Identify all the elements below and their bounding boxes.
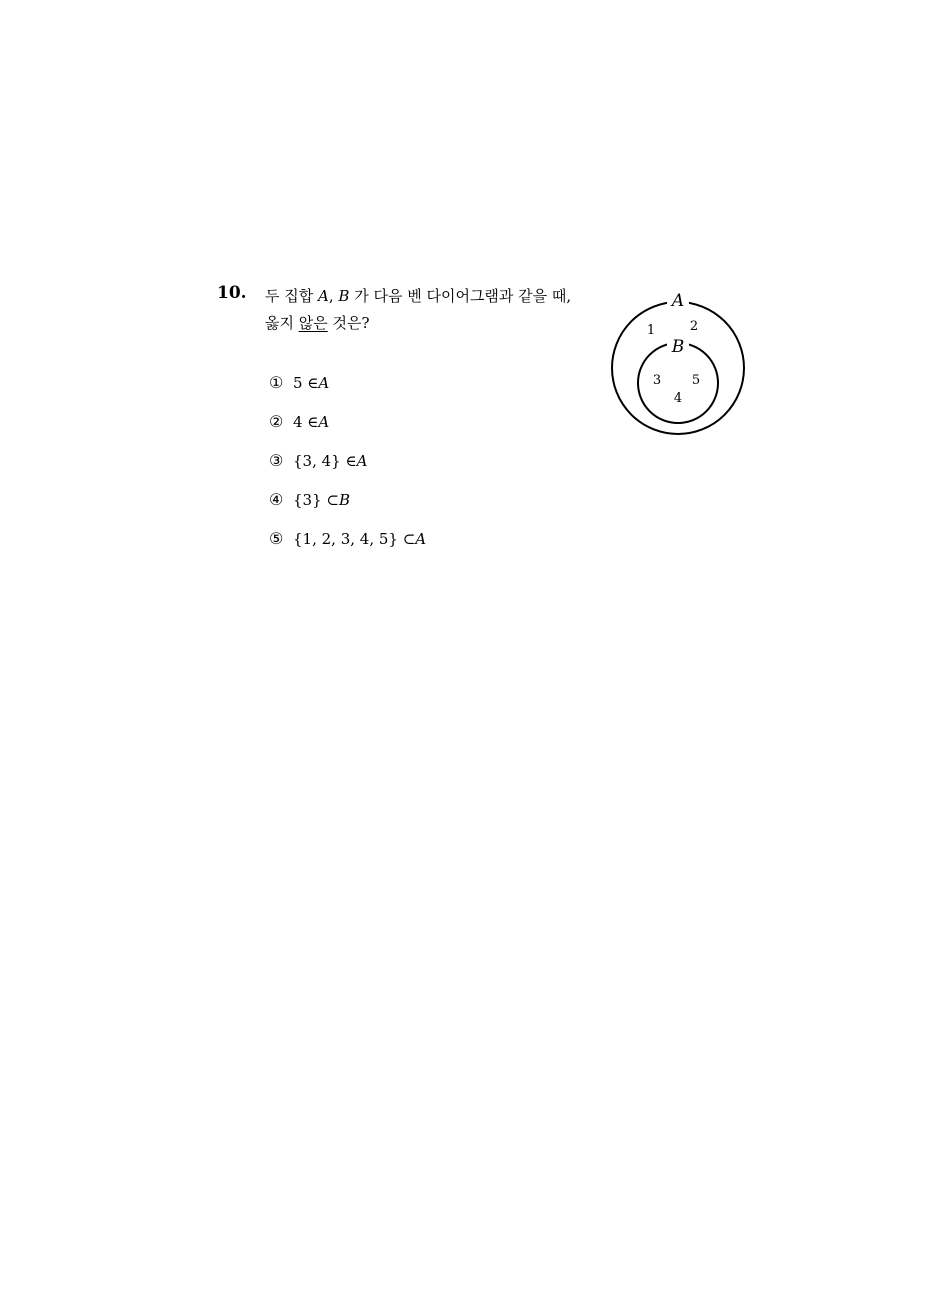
choice-set: B <box>338 490 350 509</box>
set-b-label: B <box>671 337 685 357</box>
choice-marker: ⑤ <box>269 529 284 548</box>
choice-expression: 5 ∈ <box>293 373 319 392</box>
element-label: 2 <box>689 319 699 334</box>
choice-4[interactable] <box>269 480 589 519</box>
stem-line-1 <box>265 283 605 310</box>
stem-text: 가 다음 벤 다이어그램과 같을 때, <box>349 287 572 305</box>
set-b-symbol: B <box>338 287 350 305</box>
set-a-label: A <box>671 291 685 311</box>
element-label: 3 <box>652 373 662 388</box>
choice-5[interactable] <box>269 519 589 558</box>
choice-marker: ② <box>269 412 284 431</box>
element-label: 5 <box>691 373 701 388</box>
stem-text: 것은? <box>327 314 370 332</box>
choice-expression: {3, 4} ∈ <box>293 451 357 470</box>
choice-3[interactable] <box>269 441 589 480</box>
set-a-symbol: A <box>318 287 329 305</box>
stem-text: 두 집합 <box>265 287 319 305</box>
question-stem <box>265 283 605 337</box>
stem-text: , <box>328 287 339 305</box>
element-label: 4 <box>673 391 683 406</box>
choice-marker: ① <box>269 373 284 392</box>
underlined-keyword: 않은 <box>298 314 328 332</box>
choice-1[interactable] <box>269 363 589 402</box>
element-label: 1 <box>646 323 656 338</box>
choice-expression: {1, 2, 3, 4, 5} ⊂ <box>293 529 416 548</box>
question-number: 10. <box>217 283 247 303</box>
stem-text: 옳지 <box>265 314 299 332</box>
choice-set: A <box>356 451 368 470</box>
choice-set: A <box>415 529 427 548</box>
choice-set: A <box>318 412 330 431</box>
choice-2[interactable] <box>269 402 589 441</box>
choice-marker: ④ <box>269 490 284 509</box>
answer-choices <box>269 363 589 558</box>
choice-set: A <box>318 373 330 392</box>
set-a-circle <box>612 302 744 434</box>
choice-expression: 4 ∈ <box>293 412 319 431</box>
choice-marker: ③ <box>269 451 284 470</box>
stem-line-2 <box>265 310 605 337</box>
venn-diagram <box>603 286 753 438</box>
choice-expression: {3} ⊂ <box>293 490 339 509</box>
